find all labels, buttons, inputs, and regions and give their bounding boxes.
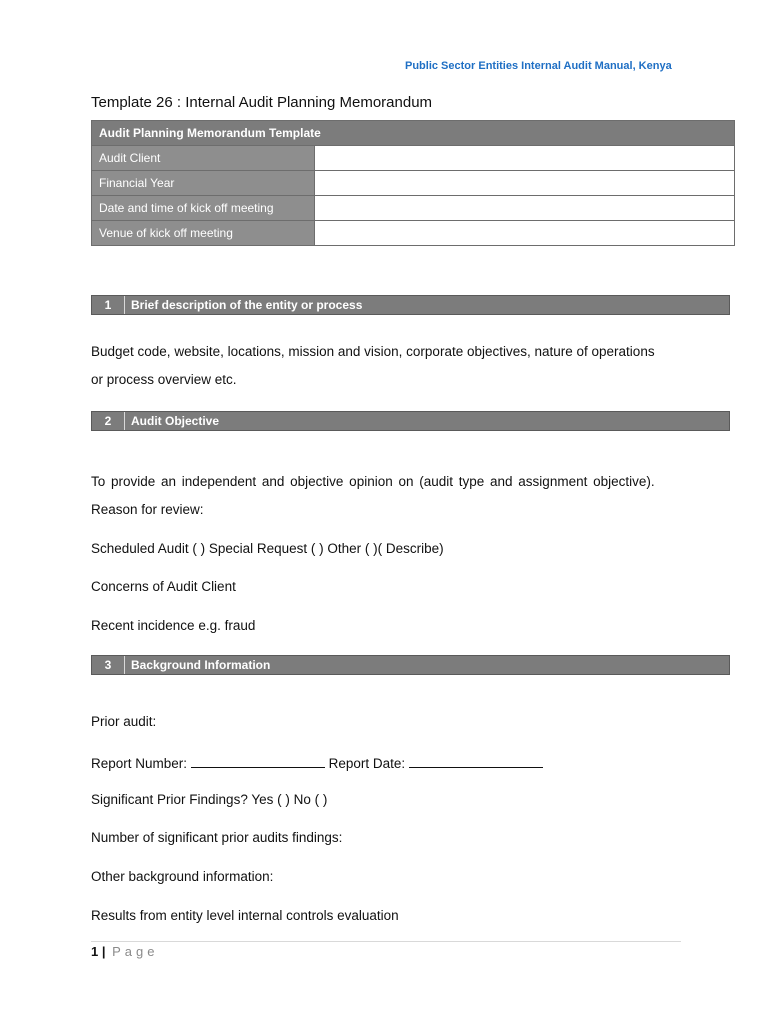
report-date-label: Report Date: — [328, 756, 406, 771]
section-3-number: 3 — [92, 656, 125, 674]
page-separator: | — [101, 944, 106, 959]
table-heading: Audit Planning Memorandum Template — [92, 121, 735, 146]
kickoff-venue-field[interactable] — [315, 221, 735, 246]
prior-audit-label: Prior audit: — [91, 714, 157, 729]
section-1-text-line-1: Budget code, website, locations, mission and vision, corporate objectives, nature of operations — [91, 344, 655, 359]
section-1-header — [91, 295, 730, 315]
template-title: Template 26 : Internal Audit Planning Memorandum — [91, 94, 433, 111]
table-row — [92, 171, 735, 196]
kickoff-datetime-field[interactable] — [315, 196, 735, 221]
footer-divider — [91, 941, 681, 942]
page-number: 1 — [91, 944, 99, 959]
section-2-number: 2 — [92, 412, 125, 430]
financial-year-field[interactable] — [315, 171, 735, 196]
kickoff-datetime-label: Date and time of kick off meeting — [92, 196, 315, 221]
financial-year-label: Financial Year — [92, 171, 315, 196]
concerns-of-client: Concerns of Audit Client — [91, 579, 236, 594]
significant-prior-findings: Significant Prior Findings? Yes ( ) No ( ) — [91, 792, 328, 807]
table-row — [92, 221, 735, 246]
recent-incidence: Recent incidence e.g. fraud — [91, 618, 256, 633]
number-of-findings: Number of significant prior audits findings: — [91, 830, 343, 845]
section-3-title: Background Information — [131, 658, 271, 672]
page-footer — [91, 944, 159, 959]
report-number-label: Report Number: — [91, 756, 188, 771]
table-header-row — [92, 121, 735, 146]
entity-level-controls-results: Results from entity level internal controls evaluation — [91, 908, 399, 923]
report-date-field[interactable] — [409, 753, 543, 768]
other-background-info: Other background information: — [91, 869, 274, 884]
reason-for-review: Reason for review: — [91, 502, 204, 517]
section-1-text-line-2: or process overview etc. — [91, 372, 237, 387]
planning-memo-table — [91, 120, 735, 246]
kickoff-venue-label: Venue of kick off meeting — [92, 221, 315, 246]
report-line — [91, 753, 543, 771]
audit-objective-text: To provide an independent and objective opinion on (audit type and assignment objective). — [91, 474, 655, 489]
audit-client-field[interactable] — [315, 146, 735, 171]
section-2-title: Audit Objective — [131, 414, 220, 428]
section-2-header — [91, 411, 730, 431]
section-1-number: 1 — [92, 296, 125, 314]
page-word: Page — [112, 944, 159, 959]
table-row — [92, 146, 735, 171]
section-1-title: Brief description of the entity or process — [131, 298, 363, 312]
section-3-header — [91, 655, 730, 675]
audit-client-label: Audit Client — [92, 146, 315, 171]
table-row — [92, 196, 735, 221]
report-number-field[interactable] — [191, 753, 325, 768]
running-header: Public Sector Entities Internal Audit Manual, Kenya — [405, 60, 672, 72]
audit-type-options: Scheduled Audit ( ) Special Request ( ) Other ( )( Describe) — [91, 541, 444, 556]
